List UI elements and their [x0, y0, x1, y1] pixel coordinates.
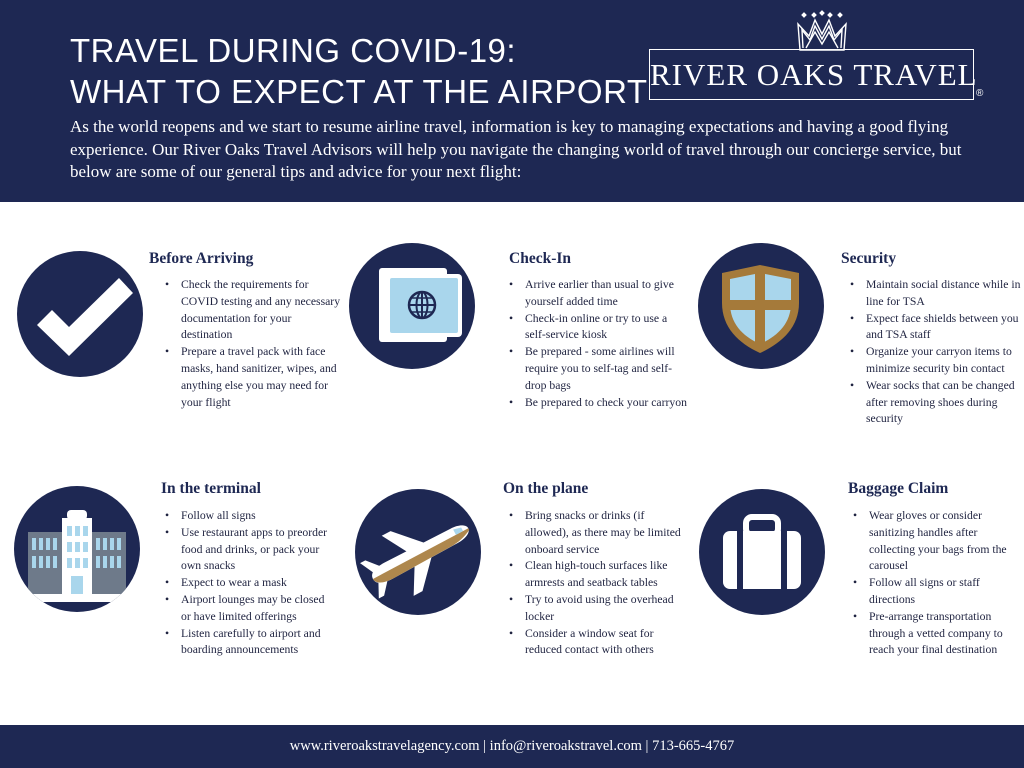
plane-icon-circle [355, 489, 481, 615]
section-title-before-arriving: Before Arriving [149, 250, 254, 267]
list-item: • Arrive earlier than usual to give yourself added time [509, 277, 689, 311]
list-item: • Use restaurant apps to preorder food and drinks, or pack your own snacks [165, 525, 337, 575]
terminal-building-icon [14, 486, 140, 612]
list-item: • Pre-arrange transportation through a vetted company to reach your final destination [853, 609, 1023, 659]
before-arriving-icon-circle [17, 251, 143, 377]
shield-icon [698, 243, 824, 369]
list-item: • Wear socks that can be changed after removing shoes during security [850, 378, 1022, 428]
intro-paragraph: As the world reopens and we start to resume airline travel, information is key to managing expectations and having a good flying experience. Our River Oaks Travel Advisors will help you navigate the changing world of travel through our concierge service, but below are some of our general tips and advice for your next flight: [70, 117, 962, 181]
list-item: • Follow all signs [165, 508, 337, 525]
title-line-1: TRAVEL DURING COVID-19: [70, 32, 517, 69]
list-item: • Airport lounges may be closed or have limited offerings [165, 592, 337, 626]
list-item: • Clean high-touch surfaces like armrests and seatback tables [509, 558, 689, 592]
baggage-claim-list [853, 508, 1023, 659]
list-item: • Maintain social distance while in line for TSA [850, 277, 1022, 311]
section-title-baggage-claim: Baggage Claim [848, 480, 949, 497]
airplane-icon [355, 489, 481, 615]
terminal-icon-circle [14, 486, 140, 612]
on-the-plane-list [509, 508, 689, 659]
list-item: • Listen carefully to airport and boarding announcements [165, 626, 337, 660]
baggage-icon-circle [699, 489, 825, 615]
list-item: • Expect face shields between you and TSA staff [850, 311, 1022, 345]
list-item: • Expect to wear a mask [165, 575, 337, 592]
passport-icon [349, 243, 475, 369]
list-item: • Consider a window seat for reduced contact with others [509, 626, 689, 660]
security-list [850, 277, 1022, 428]
list-item: • Be prepared to check your carryon [509, 395, 689, 412]
checkmark-icon [17, 251, 143, 377]
list-item: • Try to avoid using the overhead locker [509, 592, 689, 626]
header-banner [0, 0, 1024, 202]
list-item: • Wear gloves or consider sanitizing handles after collecting your bags from the carousel [853, 508, 1023, 575]
list-item: • Be prepared - some airlines will require you to self-tag and self-drop bags [509, 344, 689, 394]
list-item: • Bring snacks or drinks (if allowed), as there may be limited onboard service [509, 508, 689, 558]
section-title-check-in: Check-In [509, 250, 572, 267]
check-in-list [509, 277, 689, 411]
footer-contact: www.riveroakstravelagency.com | info@riveroakstravel.com | 713-665-4767 [289, 738, 735, 754]
suitcase-icon [699, 489, 825, 615]
logo-text: RIVER OAKS TRAVEL [650, 57, 978, 92]
in-the-terminal-list [165, 508, 337, 659]
list-item: • Prepare a travel pack with face masks, hand sanitizer, wipes, and anything else you may need for your flight [165, 344, 343, 411]
page-title [70, 30, 647, 112]
section-title-on-the-plane: On the plane [503, 480, 589, 497]
check-in-icon-circle [349, 243, 475, 369]
logo-box [649, 49, 978, 100]
list-item: • Check the requirements for COVID testing and any necessary documentation for your destination [165, 277, 343, 344]
section-title-in-the-terminal: In the terminal [161, 480, 261, 497]
list-item: • Organize your carryon items to minimize security bin contact [850, 344, 1022, 378]
list-item: • Check-in online or try to use a self-service kiosk [509, 311, 689, 345]
security-icon-circle [698, 243, 824, 369]
before-arriving-list [165, 277, 343, 411]
section-title-security: Security [841, 250, 897, 267]
footer-bar [0, 725, 1024, 768]
registered-mark: ® [976, 88, 984, 99]
list-item: • Follow all signs or staff directions [853, 575, 1023, 609]
title-line-2: WHAT TO EXPECT AT THE AIRPORT [70, 73, 648, 110]
